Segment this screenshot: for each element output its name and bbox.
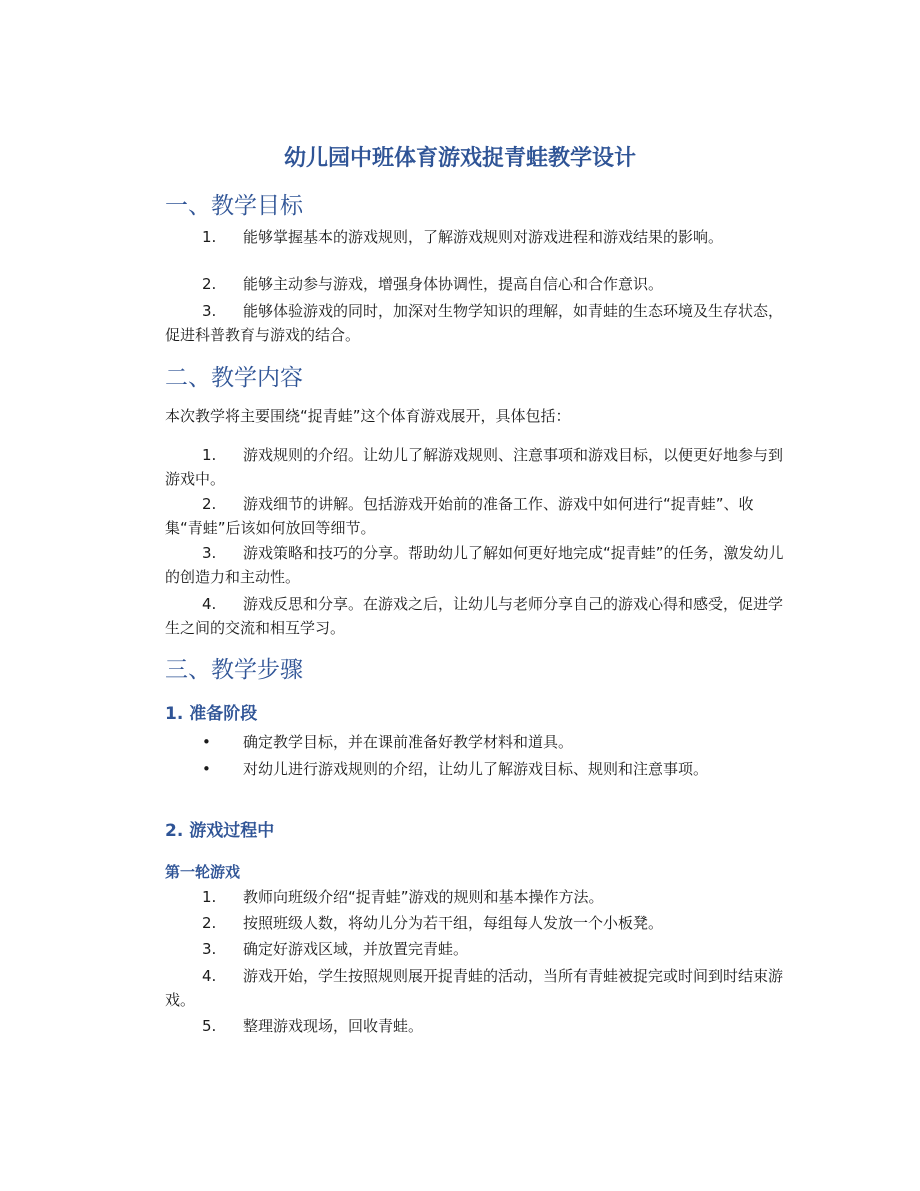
subsection-heading-preparation: 1. 准备阶段 <box>165 704 258 724</box>
list-number: 3. <box>202 940 217 958</box>
list-number: 1. <box>202 446 217 464</box>
list-item <box>165 1014 787 1038</box>
bullet-item-text: 确定教学目标，并在课前准备好教学材料和道具。 <box>243 733 574 751</box>
list-item-text: 整理游戏现场，回收青蛙。 <box>243 1017 424 1035</box>
list-item-text: 确定好游戏区域，并放置完青蛙。 <box>243 940 469 958</box>
list-number: 3. <box>202 544 217 562</box>
list-item <box>165 964 787 1012</box>
list-item-text: 教师向班级介绍“捉青蛙”游戏的规则和基本操作方法。 <box>243 888 604 906</box>
section-heading-content: 二、教学内容 <box>165 365 303 391</box>
list-item <box>165 937 787 961</box>
list-item-text: 游戏反思和分享。在游戏之后，让幼儿与老师分享自己的游戏心得和感受，促进学生之间的交流和相互学习。 <box>165 595 784 637</box>
list-item-text: 游戏开始，学生按照规则展开捉青蛙的活动，当所有青蛙被捉完或时间到时结束游戏。 <box>165 967 784 1009</box>
list-number: 2. <box>202 914 217 932</box>
bullet-icon: • <box>202 733 211 751</box>
bullet-item <box>165 757 787 781</box>
list-item <box>165 541 787 589</box>
list-item-text: 游戏细节的讲解。包括游戏开始前的准备工作、游戏中如何进行“捉青蛙”、收集“青蛙”后该如何放回等细节。 <box>165 495 754 537</box>
list-number: 4. <box>202 595 217 613</box>
section-heading-objectives: 一、教学目标 <box>165 193 303 219</box>
subsection-heading-game-process: 2. 游戏过程中 <box>165 821 275 841</box>
list-number: 1. <box>202 888 217 906</box>
list-number: 2. <box>202 495 217 513</box>
round-heading: 第一轮游戏 <box>165 863 241 881</box>
list-item <box>165 443 787 491</box>
list-item-text: 按照班级人数，将幼儿分为若干组，每组每人发放一个小板凳。 <box>243 914 664 932</box>
list-item-text: 游戏策略和技巧的分享。帮助幼儿了解如何更好地完成“捉青蛙”的任务，激发幼儿的创造力和主动性。 <box>165 544 784 586</box>
list-item-text: 能够体验游戏的同时，加深对生物学知识的理解，如青蛙的生态环境及生存状态，促进科普教育与游戏的结合。 <box>165 302 784 344</box>
list-number: 3. <box>202 302 217 320</box>
bullet-icon: • <box>202 760 211 778</box>
section-intro: 本次教学将主要围绕“捉青蛙”这个体育游戏展开，具体包括： <box>165 407 571 425</box>
document-title: 幼儿园中班体育游戏捉青蛙教学设计 <box>283 146 636 171</box>
list-item <box>165 885 787 909</box>
section-heading-steps: 三、教学步骤 <box>165 657 303 683</box>
list-item-text: 能够掌握基本的游戏规则，了解游戏规则对游戏进程和游戏结果的影响。 <box>243 228 724 246</box>
list-item-text: 能够主动参与游戏，增强身体协调性，提高自信心和合作意识。 <box>243 275 664 293</box>
list-item <box>165 492 787 540</box>
list-item <box>165 272 787 296</box>
list-item <box>165 225 787 249</box>
list-number: 4. <box>202 967 217 985</box>
list-number: 2. <box>202 275 217 293</box>
list-item <box>165 911 787 935</box>
list-number: 5. <box>202 1017 217 1035</box>
bullet-item <box>165 730 787 754</box>
list-number: 1. <box>202 228 217 246</box>
list-item <box>165 299 787 347</box>
list-item-text: 游戏规则的介绍。让幼儿了解游戏规则、注意事项和游戏目标，以便更好地参与到游戏中。 <box>165 446 784 488</box>
list-item <box>165 592 787 640</box>
bullet-item-text: 对幼儿进行游戏规则的介绍，让幼儿了解游戏目标、规则和注意事项。 <box>243 760 709 778</box>
